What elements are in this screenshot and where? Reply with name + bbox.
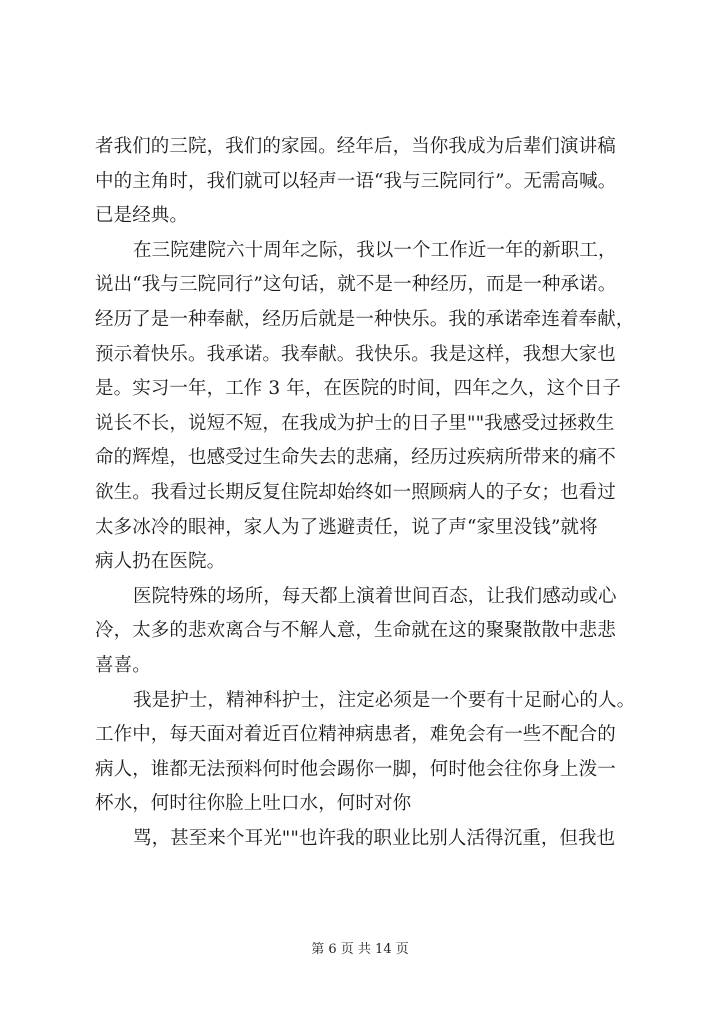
text-line: 已是经典。 <box>95 205 189 227</box>
text-line: 说出“我与三院同行”这句话，就不是一种经历，而是一种承诺。 <box>95 274 617 296</box>
document-body <box>95 130 640 856</box>
paragraph-first-line: 医院特殊的场所，每天都上演着世间百态，让我们感动或心 <box>133 585 617 607</box>
text-line: 病人，谁都无法预料何时他会踢你一脚，何时他会往你身上泼一 <box>95 758 616 780</box>
text-line: 欲生。我看过长期反复住院却始终如一照顾病人的子女；也看过 <box>95 481 616 503</box>
paragraph-first-line: 骂，甚至来个耳光""也许我的职业比别人活得沉重，但我也 <box>133 827 616 849</box>
text-line: 预示着快乐。我承诺。我奉献。我快乐。我是这样，我想大家也 <box>95 343 616 365</box>
text-line: 者我们的三院，我们的家园。经年后，当你我成为后辈们演讲稿 <box>95 136 616 157</box>
text-line: 杯水，何时往你脸上吐口水，何时对你 <box>95 793 412 815</box>
text-line: 经历了是一种奉献，经历后就是一种快乐。我的承诺牵连着奉献， <box>95 308 635 330</box>
text-line: 冷，太多的悲欢离合与不解人意，生命就在这的聚聚散散中悲悲 <box>95 620 616 642</box>
text-line: 说长不长，说短不短，在我成为护士的日子里""我感受过拯救生 <box>95 412 615 434</box>
text-line: 喜喜。 <box>95 654 151 676</box>
text-line: 中的主角时，我们就可以轻声一语“我与三院同行”。无需高喊。 <box>95 170 617 192</box>
page-number-footer: 第 6 页 共 14 页 <box>311 942 409 957</box>
text-line: 工作中，每天面对着近百位精神病患者，难免会有一些不配合的 <box>95 724 616 746</box>
paragraph-first-line: 我是护士，精神科护士，注定必须是一个要有十足耐心的人。 <box>133 689 636 711</box>
text-line: 太多冰冷的眼神，家人为了逃避责任，说了声“家里没钱”就将 <box>95 516 598 538</box>
text-line: 命的辉煌，也感受过生命失去的悲痛，经历过疾病所带来的痛不 <box>95 447 616 469</box>
paragraph-first-line: 在三院建院六十周年之际，我以一个工作近一年的新职工， <box>133 239 617 261</box>
text-line: 病人扔在医院。 <box>95 551 226 573</box>
text-line: 是。实习一年，工作 3 年，在医院的时间，四年之久，这个日子 <box>95 378 622 400</box>
